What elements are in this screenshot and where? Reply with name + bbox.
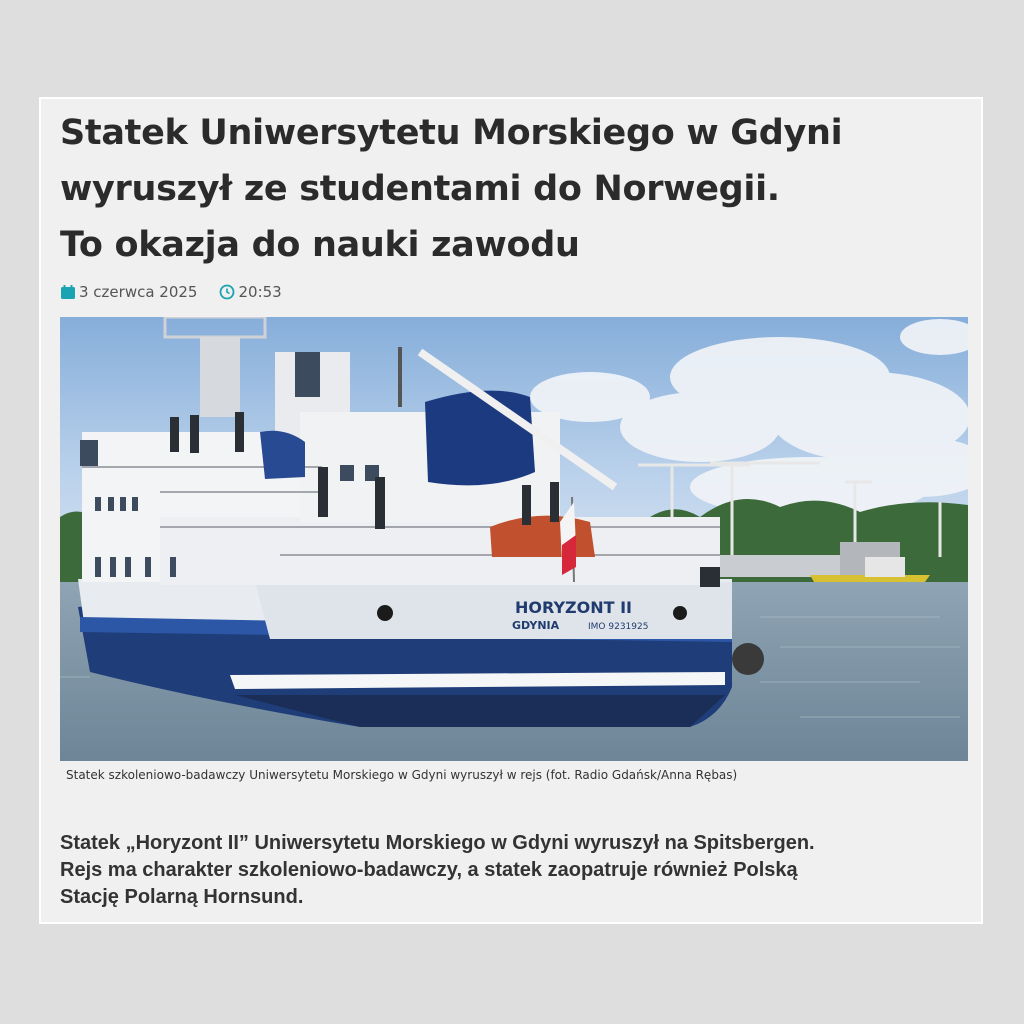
- publish-date: 3 czerwca 2025: [79, 283, 198, 301]
- photo-caption: Statek szkoleniowo-badawczy Uniwersytetu Morskiego w Gdyni wyruszył w rejs (fot. Radio Gdańsk/Anna Rębas): [66, 768, 738, 782]
- lead-line: Stację Polarną Hornsund.: [60, 886, 304, 908]
- clock-icon: [219, 284, 235, 300]
- article-card: [39, 97, 983, 924]
- lead-line: Rejs ma charakter szkoleniowo-badawczy, a statek zaopatruje również Polską: [60, 859, 798, 881]
- article-photo: [60, 317, 968, 761]
- article-lead: [60, 830, 960, 911]
- lead-line: Statek „Horyzont II” Uniwersytetu Morskiego w Gdyni wyruszył na Spitsbergen.: [60, 832, 815, 854]
- ship-imo: IMO 9231925: [588, 622, 649, 632]
- ship-port: GDYNIA: [512, 619, 560, 632]
- headline-line: To okazja do nauki zawodu: [60, 225, 580, 265]
- ship-name: HORYZONT II: [515, 598, 633, 617]
- article-meta: [60, 283, 282, 301]
- calendar-icon: [60, 284, 76, 300]
- publish-time: 20:53: [238, 283, 282, 301]
- headline-line: wyruszył ze studentami do Norwegii.: [60, 169, 780, 209]
- article-headline: [60, 105, 960, 273]
- headline-line: Statek Uniwersytetu Morskiego w Gdyni: [60, 113, 843, 153]
